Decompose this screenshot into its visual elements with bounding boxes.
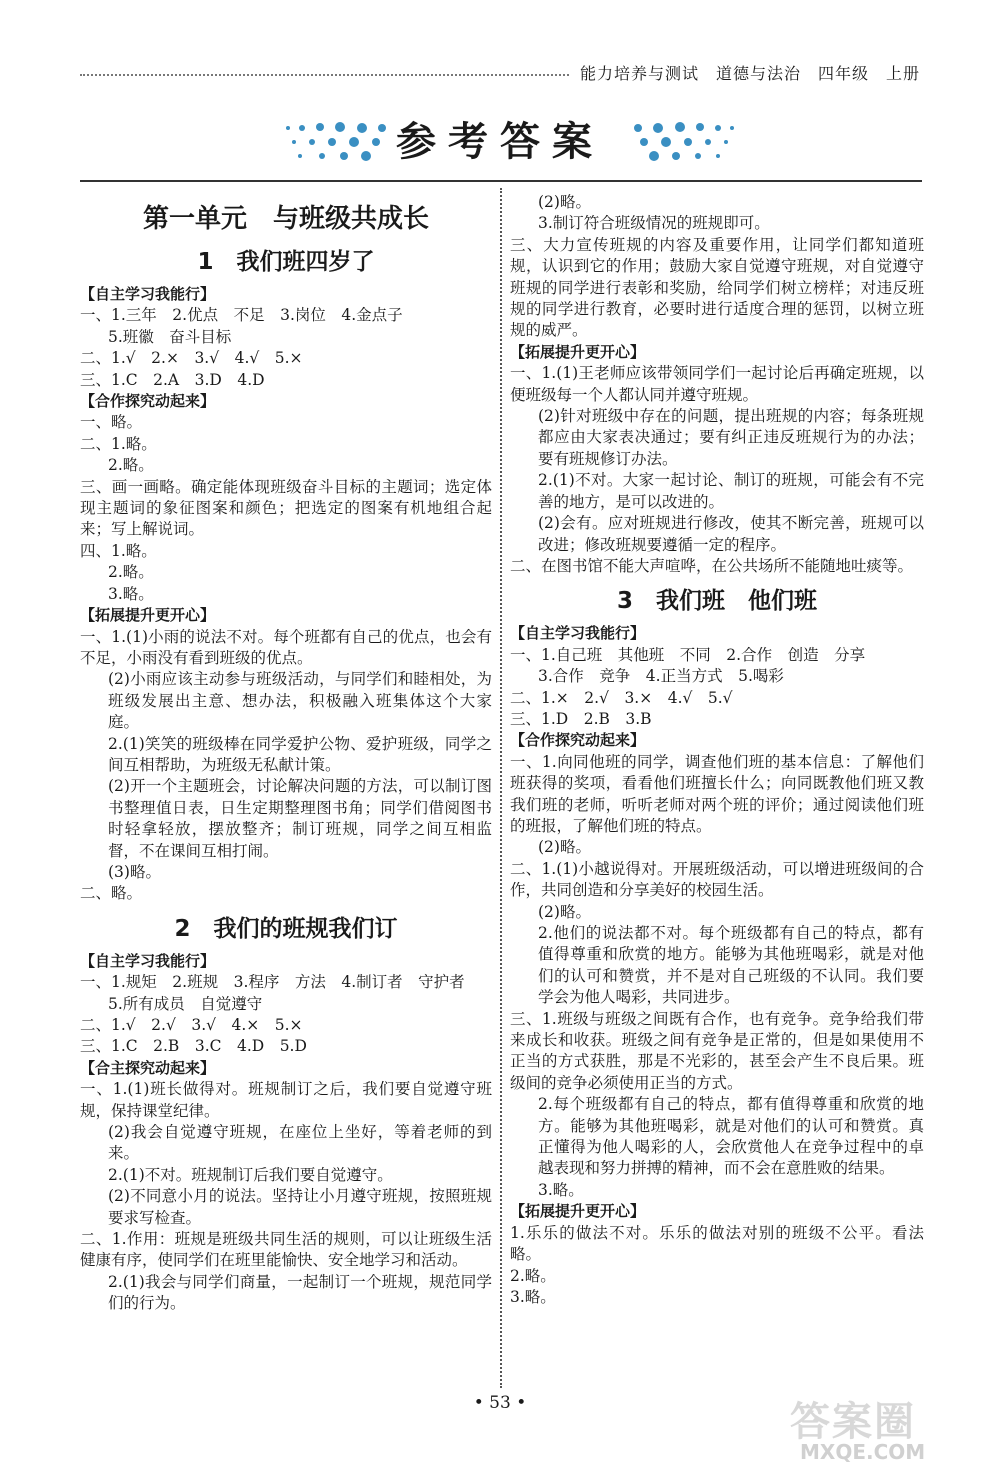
answer-line: (2)略。	[538, 902, 591, 921]
answer-line: (2)略。	[538, 193, 591, 211]
answer-line: 三、1.D 2.B 3.B	[510, 709, 652, 728]
watermark	[790, 1390, 980, 1466]
answer-line: 2.他们的说法都不对。每个班级都有自己的特点，都有值得尊重和欣赏的地方。能够为其他班喝彩，就是对他们的认可和赞赏，并不是对自己班级的不认同。我们要学会为他人喝彩，共同进步。	[538, 924, 924, 1007]
answer-line: 一、1.(1)王老师应该带领同学们一起讨论后再确定班规，以便班级每一个人都认同并遵守班规。	[510, 364, 924, 404]
answer-line: 一、1.(1)小雨的说法不对。每个班都有自己的优点，也会有不足，小雨没有看到班级的优点。	[80, 627, 492, 667]
left-column	[80, 192, 492, 1315]
section-heading: 【拓展提升更开心】	[80, 606, 216, 625]
answer-line: 二、1.√ 2.× 3.√ 4.√ 5.×	[80, 349, 303, 368]
title-rule	[80, 180, 922, 182]
answer-line: 一、略。	[80, 413, 143, 432]
answer-line: 3.略。	[510, 1287, 556, 1306]
watermark-url: MXQE.COM	[800, 1440, 926, 1464]
right-column	[510, 192, 924, 1308]
answer-line: 一、1.规矩 2.班规 3.程序 方法 4.制订者 守护者	[80, 973, 465, 992]
answer-line: 二、1.√ 2.√ 3.√ 4.× 5.×	[80, 1016, 303, 1034]
answer-line: (2)针对班级中存在的问题，提出班规的内容；每条班规都应由大家表决通过；要有纠正违反班规行为的办法；要有班规修订办法。	[538, 407, 924, 468]
lesson-1-title: 1 我们班四岁了	[197, 249, 375, 275]
answer-line: 2.(1)不对。班规制订后我们要自觉遵守。	[108, 1165, 393, 1184]
section-heading: 【合作探究动起来】	[80, 392, 216, 411]
lesson-3-title: 3 我们班 他们班	[616, 588, 817, 615]
unit-title: 第一单元 与班级共成长	[142, 204, 429, 234]
answer-line: 3.略。	[108, 584, 154, 603]
section-heading: 【自主学习我能行】	[80, 285, 216, 303]
title-band	[80, 110, 920, 174]
section-heading: 【自主学习我能行】	[510, 624, 646, 643]
answer-line: 二、1.(1)小越说得对。开展班级活动，可以增进班级间的合作，共同创造和分享美好的校园生活。	[510, 859, 924, 900]
answer-line: (2)我会自觉遵守班规，在座位上坐好，等着老师的到来。	[108, 1123, 492, 1163]
answer-line: 3.合作 竞争 4.正当方式 5.喝彩	[538, 667, 784, 686]
section-heading: 【拓展提升更开心】	[510, 342, 646, 361]
answer-line: 2.(1)我会与同学们商量，一起制订一个班规，规范同学们的行为。	[108, 1272, 492, 1313]
watermark-brand: 答案圈	[790, 1399, 916, 1445]
section-heading: 【合主探究动起来】	[80, 1058, 216, 1077]
answer-line: 三、1.班级与班级之间既有合作，也有竞争。竞争给我们带来成长和收获。班级之间有竞争是正常的，但是如果使用不正当的方式获胜，那是不光彩的，甚至会产生不良后果。班级间的竞争必须使用正当的方式。	[510, 1009, 924, 1092]
answer-line: 三、1.C 2.B 3.C 4.D 5.D	[80, 1037, 307, 1056]
answer-line: 二、略。	[80, 884, 143, 903]
section-heading: 【自主学习我能行】	[80, 951, 216, 970]
running-header	[80, 60, 920, 90]
page-title: 参考答案	[396, 118, 604, 165]
section-heading: 【合作探究动起来】	[510, 731, 646, 750]
answer-line: 二、1.× 2.√ 3.× 4.√ 5.√	[510, 688, 733, 707]
column-divider	[500, 188, 502, 1388]
answer-line: 一、1.向同他班的同学，调查他们班的基本信息：了解他们班获得的奖项，看看他们班擅长什么；向同既教他们班又教我们班的老师，听听老师对两个班的评价；通过阅读他们班的班报，了解他们班的特点。	[510, 752, 924, 835]
answer-line: (2)开一个主题班会，讨论解决问题的方法，可以制订图书整理值日表，日生定期整理图书角；同学们借阅图书时轻拿轻放，摆放整齐；制订班规，同学之间互相监督，不在课间互相打闹。	[108, 777, 492, 860]
answer-line: (2)会有。应对班规进行修改，使其不断完善，班规可以改进；修改班规要遵循一定的程序。	[538, 514, 924, 554]
right-dot-ornament-icon	[630, 120, 740, 164]
answer-line: 2.每个班级都有自己的特点，都有值得尊重和欣赏的地方。能够为其他班喝彩，就是对他们的认可和赞赏。真正懂得为他人喝彩的人，会欣赏他人在竞争过程中的卓越表现和努力拼搏的精神，而不会在意胜败的结果。	[538, 1095, 924, 1178]
answer-line: 二、在图书馆不能大声喧哗，在公共场所不能随地吐痰等。	[510, 556, 914, 575]
header-text: 能力培养与测试 道德与法治 四年级 上册	[570, 60, 920, 88]
answer-line: 一、1.三年 2.优点 不足 3.岗位 4.金点子	[80, 306, 403, 325]
answer-line: 三、画一画略。确定能体现班级奋斗目标的主题词；选定体现主题词的象征图案和颜色；把选定的图案有机地组合起来；写上解说词。	[80, 477, 492, 539]
answer-line: (2)小雨应该主动参与班级活动，与同学们和睦相处，为班级发展出主意、想办法，积极融入班集体这个大家庭。	[108, 670, 492, 732]
answer-line: 2.略。	[108, 456, 154, 475]
answer-line: 5.所有成员 自觉遵守	[108, 994, 263, 1013]
answer-line: 2.(1)笑笑的班级棒在同学爱护公物、爱护班级，同学之间互相帮助，为班级无私献计策。	[108, 734, 492, 774]
answer-line: 一、1.(1)班长做得对。班规制订之后，我们要自觉遵守班规，保持课堂纪律。	[80, 1080, 492, 1120]
answer-line: 2.(1)不对。大家一起讨论、制订的班规，可能会有不完善的地方，是可以改进的。	[538, 471, 924, 511]
section-heading: 【拓展提升更开心】	[510, 1202, 646, 1221]
answer-line: 3.制订符合班级情况的班规即可。	[538, 214, 770, 233]
answer-line: 3.略。	[538, 1180, 584, 1199]
answer-line: 二、1.略。	[80, 434, 157, 453]
lesson-2-title: 2 我们的班规我们订	[174, 915, 398, 942]
answer-line: 三、1.C 2.A 3.D 4.D	[80, 370, 265, 389]
answer-line: 2.略。	[510, 1266, 556, 1285]
answer-line: 1.乐乐的做法不对。乐乐的做法对别的班级不公平。看法略。	[510, 1223, 924, 1264]
answer-line: (2)略。	[538, 838, 591, 857]
answer-line: 2.略。	[108, 563, 154, 582]
answer-line: 二、1.作用：班规是班级共同生活的规则，可以让班级生活健康有序，使同学们在班里能愉快、安全地学习和活动。	[80, 1230, 492, 1270]
answer-line: 三、大力宣传班规的内容及重要作用，让同学们都知道班规，认识到它的作用；鼓励大家自觉遵守班规，对自觉遵守班规的同学进行表彰和奖励，给同学们树立榜样；对违反班规的同学进行教育，必要时进行适度合理的惩罚，以树立班规的威严。	[510, 235, 924, 340]
answer-line: 一、1.自己班 其他班 不同 2.合作 创造 分享	[510, 645, 866, 664]
answer-line: (2)不同意小月的说法。坚持让小月遵守班规，按照班规要求写检查。	[108, 1187, 492, 1227]
answer-line: (3)略。	[108, 862, 161, 881]
page-number: • 53 •	[473, 1393, 527, 1413]
answer-line: 5.班徽 奋斗目标	[108, 327, 232, 346]
answer-line: 四、1.略。	[80, 541, 157, 560]
